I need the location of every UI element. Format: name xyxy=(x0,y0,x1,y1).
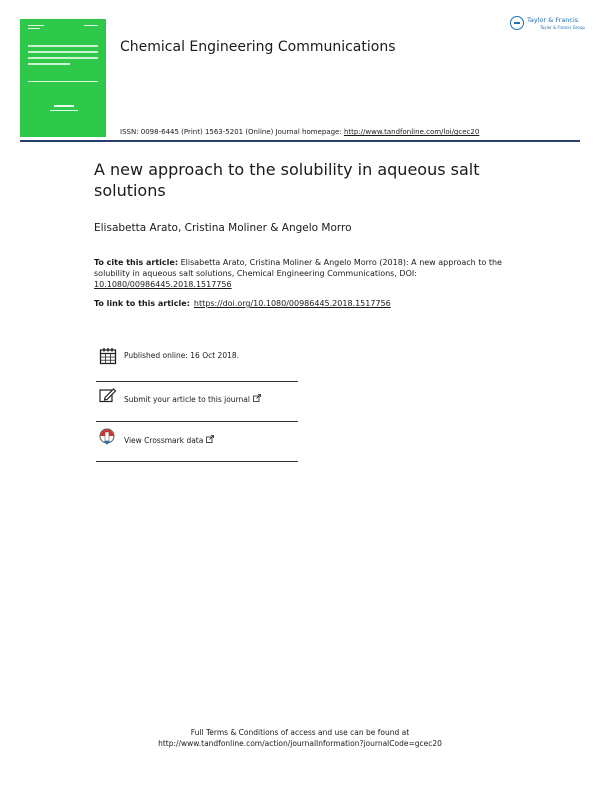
citation-text: Elisabetta Arato, Cristina Moliner & Angelo Morro (2018): A new approach to the solubility in aqueous salt solutions, Chemical Engineering Communications, DOI: xyxy=(94,258,502,278)
submit-article-label: Submit your article to this journal xyxy=(124,395,250,404)
info-divider xyxy=(96,461,298,463)
publisher-group: Taylor & Francis Group xyxy=(540,25,585,30)
issn-text: ISSN: 0098-6445 (Print) 1563-5201 (Online) Journal homepage: xyxy=(120,128,344,136)
submit-article-row[interactable] xyxy=(96,382,298,422)
link-label: To link to this article: xyxy=(94,299,190,308)
published-row xyxy=(96,342,298,382)
article-title: A new approach to the solubility in aqueous salt solutions xyxy=(94,160,480,200)
article-authors: Elisabetta Arato, Cristina Moliner & Angelo Morro xyxy=(94,222,352,234)
citation-label: To cite this article: xyxy=(94,258,179,267)
calendar-icon xyxy=(99,347,117,365)
citation-block xyxy=(94,257,504,290)
crossmark-row[interactable] xyxy=(96,422,298,462)
crossmark-label: View Crossmark data xyxy=(124,436,204,445)
article-doi-url[interactable]: https://doi.org/10.1080/00986445.2018.1517756 xyxy=(193,299,391,308)
crossmark-link[interactable] xyxy=(124,435,214,445)
publisher-logo xyxy=(510,15,585,37)
publisher-name: Taylor & Francis xyxy=(527,16,579,24)
terms-text: Full Terms & Conditions of access and use can be found at xyxy=(190,728,410,737)
submit-article-link[interactable] xyxy=(124,394,261,404)
external-link-icon xyxy=(253,394,261,402)
crossmark-icon xyxy=(99,428,115,446)
terms-footer xyxy=(100,727,500,749)
terms-url[interactable]: http://www.tandfonline.com/action/journalInformation?journalCode=gcec20 xyxy=(158,739,442,748)
citation-doi-link[interactable]: 10.1080/00986445.2018.1517756 xyxy=(94,280,232,289)
publisher-logo-icon xyxy=(510,16,524,30)
published-online-date: Published online: 16 Oct 2018. xyxy=(124,351,240,360)
issn-line xyxy=(120,128,479,136)
article-link-line xyxy=(94,299,391,308)
edit-icon xyxy=(99,387,117,403)
journal-title[interactable]: Chemical Engineering Communications xyxy=(120,39,396,55)
journal-cover-image xyxy=(20,19,106,137)
journal-homepage-link[interactable]: http://www.tandfonline.com/loi/gcec20 xyxy=(343,128,480,136)
header-divider xyxy=(20,140,580,142)
external-link-icon xyxy=(206,435,214,443)
